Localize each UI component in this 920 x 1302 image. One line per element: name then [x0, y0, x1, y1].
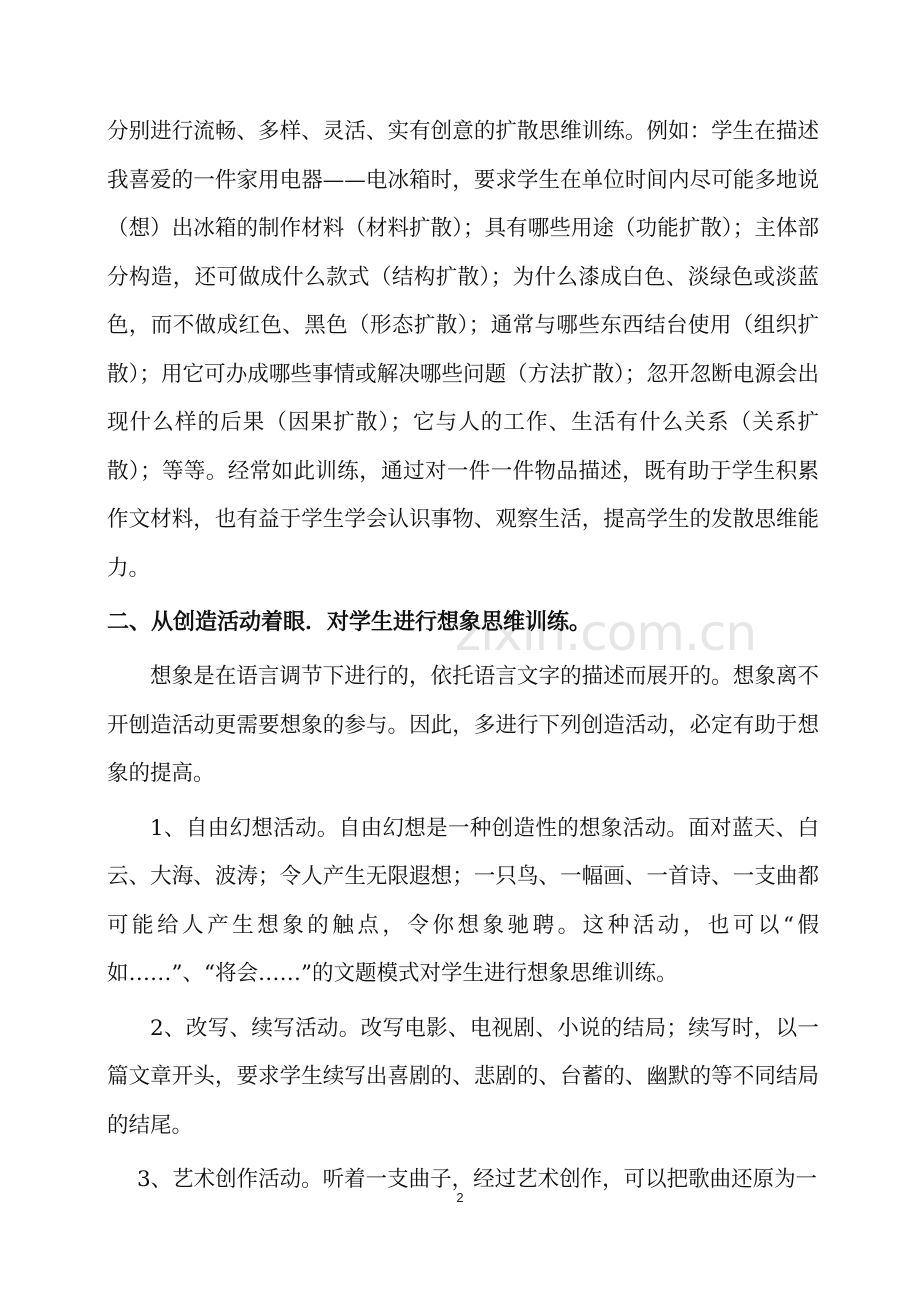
list-item-art-creation: 3、艺术创作活动。听着一支曲子，经过艺术创作，可以把歌曲还原为一 [137, 1167, 818, 1192]
paragraph-imagination-intro: 想象是在语言调节下进行的，依托语言文字的描述而展开的。想象离不开刨造活动更需要想象的参与。因此，多进行下列创造活动，必定有助于想象的提高。 [107, 664, 819, 786]
list-item-free-fantasy: 1、自由幻想活动。自由幻想是一种创造性的想象活动。面对蓝天、白云、大海、波涛；令人产生无限遐想；一只鸟、一幅画、一首诗、一支曲都可能给人产生想象的触点，令你想象驰聘。这种活动，也可以“假如……”、“将会……”的文题模式对学生进行想象思维训练。 [107, 815, 819, 986]
list-item-rewrite-continue: 2、改写、续写活动。改写电影、电视剧、小说的结局；续写时，以一篇文章开头，要求学生续写出喜剧的、悲剧的、台蓄的、幽默的等不同结局的结尾。 [107, 1015, 819, 1138]
section-heading-imagination: 二、从创造活动着眼．对学生进行想象思维训练。 [107, 610, 592, 635]
paragraph-divergent-thinking: 分别进行流畅、多样、灵活、实有创意的扩散思维训练。例如：学生在描述我喜爱的一件家用电器——电冰箱时，要求学生在单位时间内尽可能多地说（想）出冰箱的制作材料（材料扩散）；具有哪些用途（功能扩散）；主体部分构造，还可做成什么款式（结构扩散）；为什么漆成白色、淡绿色或淡蓝色，而不做成红色、黑色（形态扩散）；通常与哪些东西结台使用（组织扩散）；用它可办成哪些事情或解决哪些问题（方法扩散）；忽开忽断电源会出现什么样的后果（因果扩散）；它与人的工作、生活有什么关系（关系扩散）；等等。经常如此训练，通过对一件一件物品描述，既有助于学生积累作文材料，也有益于学生学会认识事物、观察生活，提高学生的发散思维能力。 [107, 119, 819, 581]
watermark: zixin.com.cn [455, 604, 757, 662]
document-body [107, 108, 819, 1205]
page-number: 2 [456, 1190, 464, 1205]
